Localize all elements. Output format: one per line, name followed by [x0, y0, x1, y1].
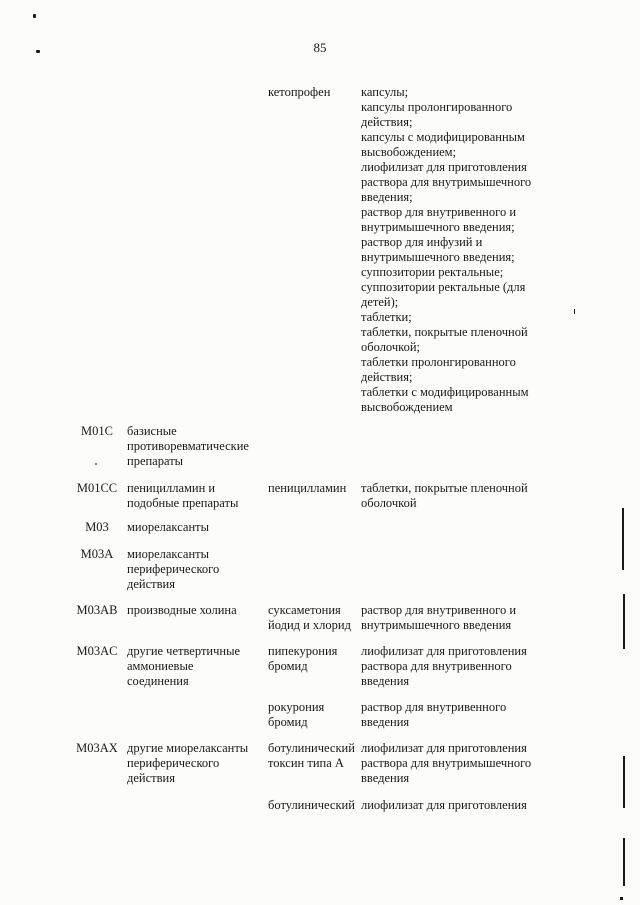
dosage-forms: лиофилизат для приготовления раствора для внутривенного введения [361, 644, 527, 688]
atc-code: M03 [85, 520, 109, 534]
scan-speck [574, 309, 575, 314]
drug-name: пипекурония бромид [268, 644, 338, 673]
pharmacological-group: другие четвертичные аммониевые соединения [127, 644, 241, 688]
drug-name: пеницилламин [268, 481, 347, 495]
drug-name: суксаметония йодид и хлорид [268, 603, 351, 632]
scan-edge-line [623, 594, 625, 649]
pharmacological-group: базисные противоревматические препараты [127, 424, 249, 468]
atc-code: M03A [80, 547, 114, 561]
atc-code: M03AB [76, 603, 118, 617]
scan-speck [36, 50, 40, 53]
scan-speck [33, 14, 36, 18]
pharmacological-group: миорелаксанты периферического действия [127, 547, 220, 591]
scan-speck [620, 897, 623, 900]
dosage-forms: лиофилизат для приготовления [361, 798, 527, 812]
scan-speck [95, 463, 97, 465]
dosage-forms: раствор для внутривенного и внутримышечного введения [361, 603, 517, 632]
drug-name: ботулинический токсин типа A [268, 741, 355, 770]
scan-edge-line [623, 838, 625, 886]
scan-edge-line [622, 508, 624, 570]
atc-code: M01C [81, 424, 113, 438]
atc-code: M01CC [76, 481, 118, 495]
pharmacological-group: другие миорелаксанты периферического действия [127, 741, 249, 785]
drug-name: кетопрофен [268, 85, 331, 99]
drug-name: рокурония бромид [268, 700, 325, 729]
dosage-forms: раствор для внутривенного введения [361, 700, 507, 729]
dosage-forms: капсулы; капсулы пролонгированного действия; капсулы с модифицированным высвобождением; лиофилизат для приготовления раствора для внутримышечного введения; раствор для внутривенного и внутримышечного введения; раствор для инфузий и внутримышечного введения; суппозитории ректальные; суппозитории ректальные (для детей); таблетки; таблетки, покрытые пленочной оболочкой; таблетки пролонгированного действия; таблетки с модифицированным высвобождением [361, 85, 532, 414]
dosage-forms: лиофилизат для приготовления раствора для внутримышечного введения [361, 741, 532, 785]
atc-code: M03AC [76, 644, 118, 658]
scan-edge-line [623, 756, 625, 808]
dosage-forms: таблетки, покрытые пленочной оболочкой [361, 481, 528, 510]
atc-code: M03AX [76, 741, 118, 755]
drug-name: ботулинический [268, 798, 355, 812]
page-number: 85 [313, 40, 327, 55]
pharmacological-group: производные холина [127, 603, 237, 617]
pharmacological-group: миорелаксанты [127, 520, 209, 534]
pharmacological-group: пеницилламин и подобные препараты [127, 481, 239, 510]
